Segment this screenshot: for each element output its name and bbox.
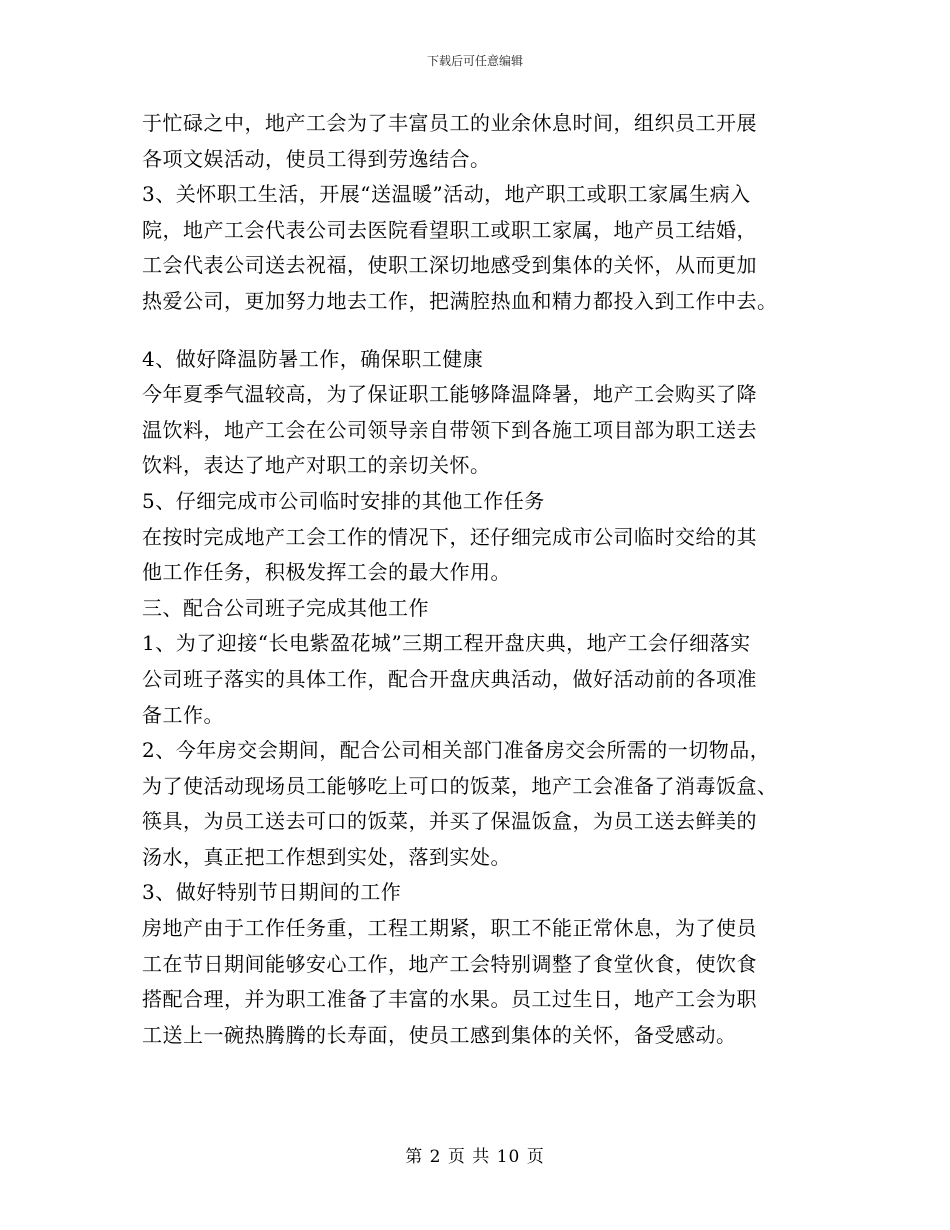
text-line: 公司班子落实的具体工作，配合开盘庆典活动，做好活动前的各项准: [142, 666, 757, 691]
text-line: 院，地产工会代表公司去医院看望职工或职工家属，地产员工结婚，: [142, 217, 757, 242]
text-line: 汤水，真正把工作想到实处，落到实处。: [142, 844, 511, 869]
text-line: 筷具，为员工送去可口的饭菜，并买了保温饭盒，为员工送去鲜美的: [142, 809, 757, 834]
document-body: [142, 106, 822, 1053]
text-line: 于忙碌之中，地产工会为了丰富员工的业余休息时间，组织员工开展: [142, 111, 757, 135]
text-line: 工在节日期间能够安心工作，地产工会特别调整了食堂伙食，使饮食: [142, 951, 757, 976]
text-line: 他工作任务，积极发挥工会的最大作用。: [142, 560, 511, 585]
text-line: 为了使活动现场员工能够吃上可口的饭菜，地产工会准备了消毒饭盒、: [142, 773, 778, 798]
paragraph-gap: [142, 320, 822, 342]
text-line: 2、今年房交会期间，配合公司相关部门准备房交会所需的一切物品，: [142, 738, 771, 763]
text-line: 工送上一碗热腾腾的长寿面，使员工感到集体的关怀，备受感动。: [142, 1022, 737, 1047]
page-number: 第 2 页 共 10 页: [405, 1147, 545, 1167]
text-line: 热爱公司，更加努力地去工作，把满腔热血和精力都投入到工作中去。: [142, 288, 778, 313]
text-line: 在按时完成地产工会工作的情况下，还仔细完成市公司临时交给的其: [142, 524, 757, 549]
text-line: 今年夏季气温较高，为了保证职工能够降温降暑，地产工会购买了降: [142, 382, 757, 407]
section-heading: 4、做好降温防暑工作，确保职工健康: [142, 346, 484, 371]
page-header: 下载后可任意编辑: [426, 54, 523, 68]
section-heading: 3、做好特别节日期间的工作: [142, 880, 402, 905]
text-line: 工会代表公司送去祝福，使职工深切地感受到集体的关怀，从而更加: [142, 253, 757, 278]
text-line: 饮料，表达了地产对职工的亲切关怀。: [142, 453, 491, 478]
text-line: 3、关怀职工生活，开展“送温暖”活动，地产职工或职工家属生病入: [142, 182, 751, 207]
text-line: 各项文娱活动，使员工得到劳逸结合。: [142, 146, 491, 171]
text-line: 备工作。: [142, 702, 224, 727]
section-heading: 5、仔细完成市公司临时安排的其他工作任务: [142, 488, 545, 513]
text-line: 搭配合理，并为职工准备了丰富的水果。员工过生日，地产工会为职: [142, 987, 757, 1012]
section-heading: 三、配合公司班子完成其他工作: [142, 595, 429, 620]
text-line: 1、为了迎接“长电紫盈花城”三期工程开盘庆典，地产工会仔细落实: [142, 631, 751, 656]
text-line: 温饮料，地产工会在公司领导亲自带领下到各施工项目部为职工送去: [142, 417, 757, 442]
text-line: 房地产由于工作任务重，工程工期紧，职工不能正常休息，为了使员: [142, 916, 757, 941]
